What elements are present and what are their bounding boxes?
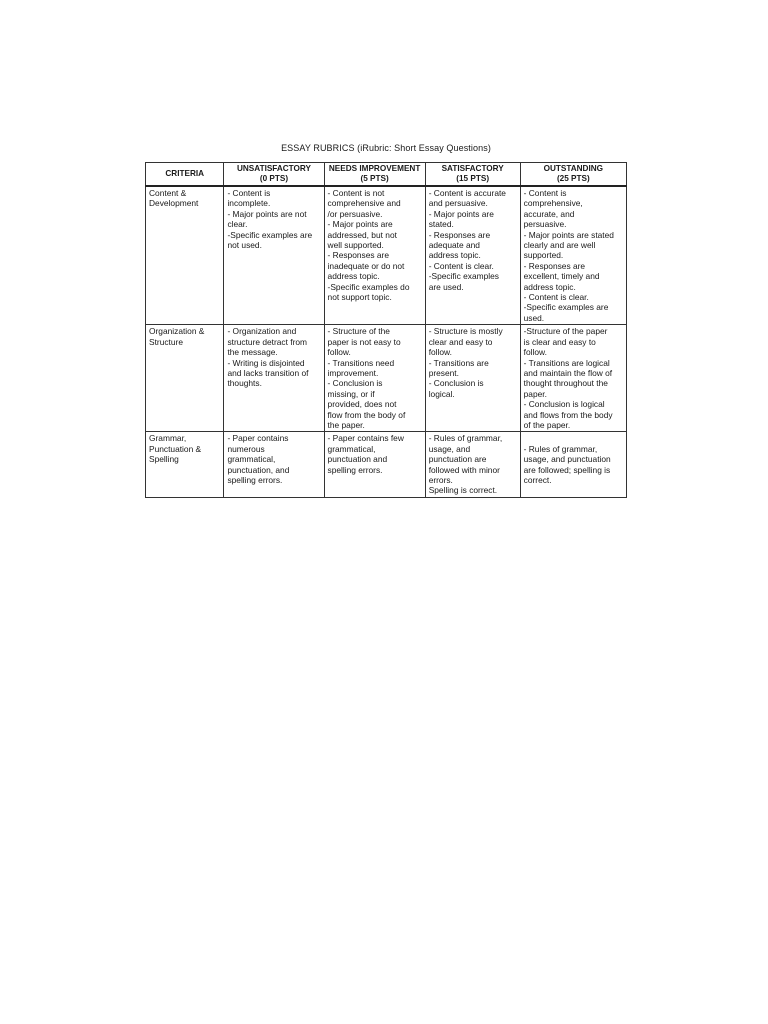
cell-text-line: grammatical,: [327, 443, 376, 454]
cell-text-line: - Organization and: [227, 326, 297, 337]
cell-text-line: are used.: [428, 281, 464, 292]
header-points: (0 PTS): [259, 173, 289, 183]
criteria-cell: [146, 325, 224, 432]
cell-text-line: paper is not easy to: [327, 336, 401, 347]
cell-text-line: and flows from the body: [523, 409, 613, 420]
header-unsatisfactory: [224, 163, 324, 187]
needs-improvement-cell: [324, 432, 425, 497]
cell-text-line: - Structure is mostly: [428, 326, 503, 337]
cell-text-line: -Specific examples are: [227, 229, 313, 240]
cell-text-line: persuasive.: [523, 219, 567, 230]
cell-text-line: thought throughout the: [523, 378, 608, 389]
cell-text-line: - Paper contains: [227, 433, 289, 444]
cell-text-line: missing, or if: [327, 388, 375, 399]
cell-text-line: comprehensive,: [523, 198, 583, 209]
header-satisfactory: [425, 163, 520, 187]
cell-text-line: the message.: [227, 347, 278, 358]
criteria-cell: [146, 432, 224, 497]
rubric-table: [145, 162, 627, 498]
cell-text-line: - Content is: [227, 188, 271, 198]
cell-text-line: well supported.: [327, 240, 384, 251]
cell-text-line: grammatical,: [227, 454, 276, 465]
cell-text-line: [524, 433, 623, 443]
cell-text-line: clear.: [227, 219, 248, 230]
cell-text-line: and lacks transition of: [227, 367, 309, 378]
cell-text-line: spelling errors.: [327, 464, 383, 475]
header-points: (5 PTS): [360, 173, 389, 183]
header-text: OUTSTANDING: [543, 163, 604, 173]
cell-text-line: comprehensive and: [327, 198, 401, 209]
cell-text-line: adequate and: [428, 240, 480, 251]
cell-text-line: - Major points are not: [227, 208, 307, 219]
cell-text-line: - Responses are: [428, 229, 491, 240]
cell-text-line: errors.: [428, 474, 453, 485]
header-points: (25 PTS): [556, 173, 590, 183]
cell-text-line: Spelling: [149, 454, 179, 465]
satisfactory-cell: [425, 186, 520, 325]
criteria-cell: [146, 186, 224, 325]
header-criteria: [146, 163, 224, 187]
cell-text-line: follow.: [327, 347, 351, 358]
cell-text-line: - Content is not: [327, 188, 385, 198]
cell-text-line: - Transitions are: [428, 357, 489, 368]
cell-text-line: are followed; spelling is: [523, 464, 611, 475]
cell-text-line: follow.: [523, 347, 547, 358]
cell-text-line: Content &: [149, 188, 187, 198]
cell-text-line: -Specific examples are: [523, 302, 609, 313]
cell-text-line: thoughts.: [227, 378, 262, 389]
header-needs-improvement: [324, 163, 425, 187]
needs-improvement-cell: [324, 186, 425, 325]
cell-text-line: clearly and are well: [523, 240, 596, 251]
cell-text-line: Spelling is correct.: [428, 485, 498, 496]
unsatisfactory-cell: [224, 186, 324, 325]
cell-text-line: - Transitions are logical: [523, 357, 610, 368]
cell-text-line: numerous: [227, 443, 265, 454]
cell-text-line: is clear and easy to: [523, 336, 596, 347]
cell-text-line: follow.: [428, 347, 452, 358]
cell-text-line: address topic.: [428, 250, 481, 261]
cell-text-line: - Content is clear.: [428, 260, 494, 271]
cell-text-line: not support topic.: [327, 292, 392, 303]
cell-text-line: - Conclusion is: [428, 378, 484, 389]
cell-text-line: addressed, but not: [327, 229, 397, 240]
cell-text-line: used.: [523, 312, 545, 323]
outstanding-cell: [520, 432, 626, 497]
cell-text-line: -Structure of the paper: [523, 326, 608, 337]
cell-text-line: Development: [149, 198, 199, 209]
cell-text-line: structure detract from: [227, 336, 308, 347]
header-points: (15 PTS): [456, 173, 490, 183]
cell-text-line: and maintain the flow of: [523, 367, 613, 378]
cell-text-line: excellent, timely and: [523, 271, 600, 282]
cell-text-line: - Content is: [523, 188, 567, 198]
cell-text-line: /or persuasive.: [327, 208, 383, 219]
cell-text-line: logical.: [428, 388, 455, 399]
cell-text-line: - Major points are stated: [523, 229, 614, 240]
cell-text-line: - Paper contains few: [327, 433, 404, 444]
cell-text-line: accurate, and: [523, 208, 575, 219]
cell-text-line: - Responses are: [327, 250, 389, 261]
header-row: [146, 163, 627, 187]
unsatisfactory-cell: [224, 325, 324, 432]
cell-text-line: -Specific examples: [428, 271, 499, 282]
cell-text-line: - Structure of the: [327, 326, 390, 337]
cell-text-line: incomplete.: [227, 198, 271, 209]
unsatisfactory-cell: [224, 432, 324, 497]
header-text: NEEDS IMPROVEMENT: [328, 163, 421, 173]
cell-text-line: - Writing is disjointed: [227, 357, 305, 368]
cell-text-line: spelling errors.: [227, 474, 283, 485]
cell-text-line: clear and easy to: [428, 336, 493, 347]
table-row: [146, 432, 627, 497]
cell-text-line: -Specific examples do: [327, 281, 410, 292]
cell-text-line: punctuation are: [428, 454, 487, 465]
cell-text-line: correct.: [523, 474, 552, 485]
rubric-body: [146, 186, 627, 497]
cell-text-line: usage, and: [428, 443, 471, 454]
satisfactory-cell: [425, 325, 520, 432]
cell-text-line: usage, and punctuation: [523, 454, 611, 465]
cell-text-line: - Content is clear.: [523, 292, 589, 303]
cell-text-line: Structure: [149, 336, 183, 347]
cell-text-line: - Transitions need: [327, 357, 395, 368]
cell-text-line: - Rules of grammar,: [523, 443, 598, 454]
cell-text-line: - Responses are: [523, 260, 586, 271]
cell-text-line: - Conclusion is logical: [523, 399, 605, 410]
cell-text-line: flow from the body of: [327, 409, 406, 420]
cell-text-line: address topic.: [523, 281, 576, 292]
cell-text-line: punctuation and: [327, 454, 388, 465]
cell-text-line: - Major points are: [428, 208, 494, 219]
rubric-document: [145, 143, 627, 498]
cell-text-line: Punctuation &: [149, 443, 202, 454]
satisfactory-cell: [425, 432, 520, 497]
table-row: [146, 186, 627, 325]
table-row: [146, 325, 627, 432]
cell-text-line: the paper.: [327, 419, 365, 430]
needs-improvement-cell: [324, 325, 425, 432]
cell-text-line: - Conclusion is: [327, 378, 383, 389]
header-text: SATISFACTORY: [441, 163, 504, 173]
cell-text-line: provided, does not: [327, 399, 397, 410]
cell-text-line: - Major points are: [327, 219, 393, 230]
outstanding-cell: [520, 325, 626, 432]
document-title: ESSAY RUBRICS (iRubric: Short Essay Questions): [281, 143, 491, 153]
cell-text-line: and persuasive.: [428, 198, 488, 209]
cell-text-line: supported.: [523, 250, 564, 261]
cell-text-line: punctuation, and: [227, 464, 290, 475]
cell-text-line: paper.: [523, 388, 547, 399]
cell-text-line: improvement.: [327, 367, 379, 378]
cell-text-line: followed with minor: [428, 464, 500, 475]
cell-text-line: present.: [428, 367, 459, 378]
cell-text-line: address topic.: [327, 271, 380, 282]
cell-text-line: of the paper.: [523, 419, 571, 430]
cell-text-line: - Content is accurate: [428, 188, 506, 198]
cell-text-line: - Rules of grammar,: [428, 433, 503, 444]
cell-text-line: inadequate or do not: [327, 260, 405, 271]
cell-text-line: Grammar,: [149, 433, 187, 444]
cell-text-line: Organization &: [149, 326, 205, 337]
cell-text-line: stated.: [428, 219, 454, 230]
header-outstanding: [520, 163, 626, 187]
header-text: UNSATISFACTORY: [236, 163, 311, 173]
outstanding-cell: [520, 186, 626, 325]
cell-text-line: not used.: [227, 240, 262, 251]
header-text: CRITERIA: [165, 168, 205, 178]
